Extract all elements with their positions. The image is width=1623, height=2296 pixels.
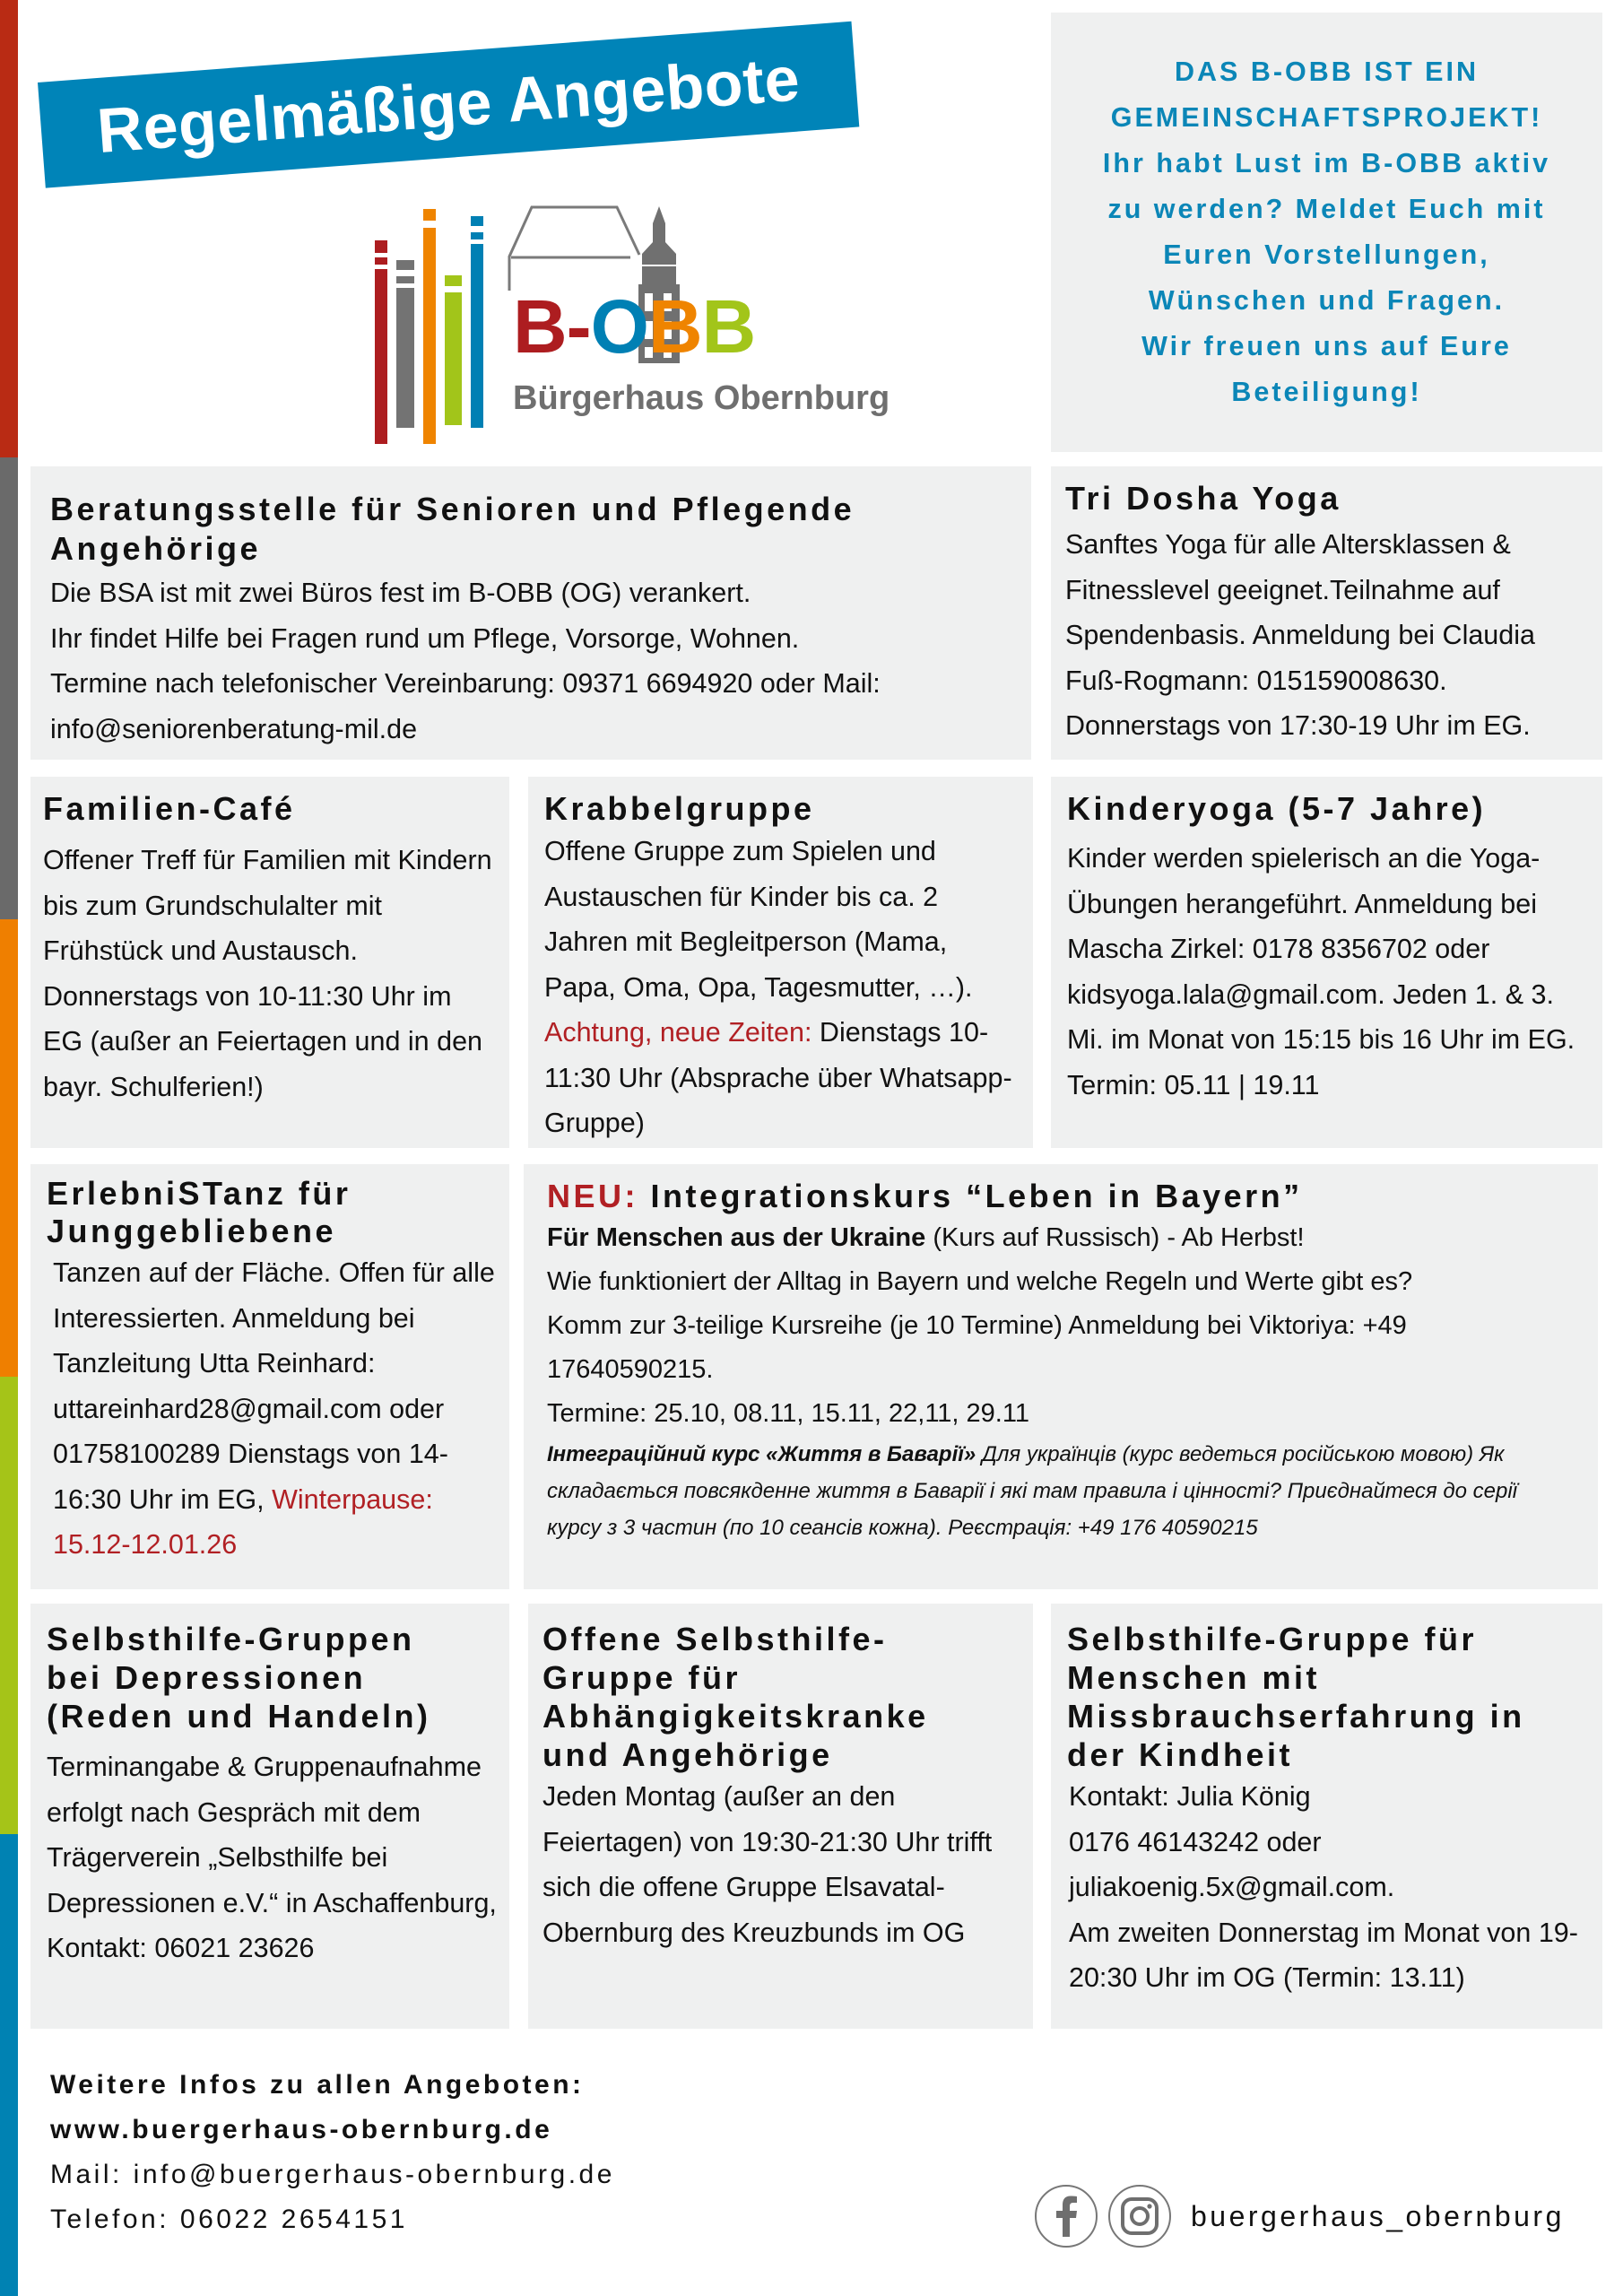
card-line: Ihr findet Hilfe bei Fragen rund um Pflege, Vorsorge, Wohnen. (50, 622, 800, 654)
logo (368, 202, 995, 444)
stripe-gray (0, 457, 18, 919)
card-text: Dienstags 10-11:30 Uhr (Absprache über Whatsapp-Gruppe) (544, 1017, 1012, 1138)
card-body (1067, 1774, 1590, 2001)
card-title: Tri Dosha Yoga (1065, 480, 1341, 517)
page-title: Regelmäßige Angebote (94, 43, 803, 167)
card-erlebnistanz (30, 1164, 509, 1589)
card-body: Kinder werden spielerisch an die Yoga-Übungen herangeführt. Anmeldung bei Mascha Zirkel: 0178 8356702 oder kidsyoga.lala@gmail.com. Jeden 1. & 3. Mi. im Monat von 15:15 bis 16 Uhr im EG. Termin: 05.11 | 19.11 (1067, 843, 1575, 1100)
logo-wordmark-letter: B (648, 284, 702, 369)
card-line: Termine nach telefonischer Vereinbarung: 09371 6694920 oder Mail: (50, 668, 881, 699)
card-selbsthilfe-depressionen (30, 1604, 509, 2029)
card-line: Die BSA ist mit zwei Büros fest im B-OBB (OG) verankert. (50, 578, 751, 608)
card-body: Jeden Montag (außer an den Feiertagen) von 19:30-21:30 Uhr trifft sich die offene Gruppe Elsavatal-Obernburg des Kreuzbunds im OG (542, 1781, 993, 1948)
card-kinderyoga (1051, 777, 1602, 1148)
instagram-icon[interactable] (1108, 2185, 1171, 2248)
phone-number: Telefon: 06022 2654151 (50, 2205, 408, 2234)
card-subtitle-rest: (Kurs auf Russisch) - Ab Herbst! (933, 1223, 1305, 1252)
card-tri-dosha-yoga (1051, 466, 1602, 760)
card-body: Offener Treff für Familien mit Kindern bis zum Grundschulalter mit Frühstück und Austausch. Donnerstags von 10-11:30 Uhr im EG (außer an Feiertagen und in den bayr. Schulferien!) (43, 845, 492, 1102)
card-body: Sanftes Yoga für alle Altersklassen & Fitnesslevel geeignet.Teilnahme auf Spendenbasis. Anmeldung bei Claudia Fuß-Rogmann: 015159008630. Donnerstags von 17:30-19 Uhr im EG. (1065, 529, 1535, 741)
stripe-red (0, 0, 18, 457)
logo-wordmark (513, 286, 755, 367)
card-selbsthilfe-missbrauch (1051, 1604, 1602, 2029)
card-title: Selbsthilfe-Gruppen bei Depressionen (Reden und Handeln) (47, 1621, 431, 1735)
card-text: Tanzen auf der Fläche. Offen für alle Interessierten. Anmeldung bei Tanzleitung Utta Reinhard: uttareinhard28@gmail.com oder 01758100289 Dienstags von 14-16:30 Uhr im EG, (53, 1257, 495, 1515)
card-title: Beratungsstelle für Senioren und Pflegende Angehörige (50, 491, 855, 567)
card-text: Offene Gruppe zum Spielen und Austauschen für Kinder bis ca. 2 Jahren mit Begleitperson (Mama, Papa, Oma, Opa, Tagesmutter, …). (544, 836, 973, 1003)
notice-text: Achtung, neue Zeiten: (544, 1017, 812, 1048)
card-title: Krabbelgruppe (544, 790, 815, 827)
stripe-blue (0, 1834, 18, 2296)
card-body (547, 1216, 1580, 1436)
logo-wordmark-letter: O (590, 284, 648, 369)
logo-wordmark-letter: - (566, 284, 591, 369)
title-banner (38, 22, 859, 188)
logo-wordmark-letter: B (513, 284, 567, 369)
card-title: Offene Selbsthilfe-Gruppe für Abhängigkeitskranke und Angehörige (542, 1621, 929, 1773)
info-line: Wir freuen uns auf Eure (1141, 331, 1512, 361)
card-subtitle: Für Menschen aus der Ukraine (547, 1223, 926, 1252)
card-line: juliakoenig.5x@gmail.com. (1069, 1872, 1395, 1902)
card-body (544, 829, 1020, 1146)
logo-subtitle: Bürgerhaus Obernburg (513, 379, 890, 417)
info-line: Beteiligung! (1231, 377, 1422, 407)
card-title: ErlebniSTanz für Junggebliebene (47, 1175, 352, 1249)
info-line: DAS B-OBB IST EIN (1174, 57, 1480, 87)
ukrainian-title: Інтеграційний курс «Життя в Баварії» (547, 1442, 976, 1466)
info-text (1103, 49, 1550, 415)
card-body (50, 570, 1013, 752)
card-selbsthilfe-abhaengigkeit (528, 1604, 1033, 2029)
footer-heading: Weitere Infos zu allen Angeboten: (50, 2070, 585, 2100)
info-line: Euren Vorstellungen, (1163, 239, 1490, 270)
footer-contact (50, 2063, 615, 2242)
ukrainian-body: Для українців (курс ведеться російською мовою) Як складається повсякденне життя в Баварії і які там правила і цінності? Приєднайтеся до серії курсу з 3 частин (по 10 сеансів кожна). Реєстрація: +49 176 40590215 (547, 1442, 1518, 1540)
stripe-orange (0, 919, 18, 1377)
card-krabbelgruppe (528, 777, 1033, 1148)
logo-wordmark-letter: B (701, 284, 756, 369)
card-line: info@seniorenberatung-mil.de (50, 713, 418, 744)
social-handle[interactable]: buergerhaus_obernburg (1191, 2199, 1565, 2232)
mail-link[interactable]: Mail: info@buergerhaus-obernburg.de (50, 2160, 615, 2189)
card-line: Wie funktioniert der Alltag in Bayern und welche Regeln und Werte gibt es? (547, 1267, 1413, 1296)
social-links (1035, 2185, 1565, 2248)
ukrainian-text (547, 1436, 1569, 1546)
card-familien-cafe (30, 777, 509, 1148)
card-line: Termine: 25.10, 08.11, 15.11, 22,11, 29.11 (547, 1399, 1029, 1428)
info-line: Ihr habt Lust im B-OBB aktiv (1102, 148, 1551, 178)
facebook-icon[interactable] (1035, 2185, 1098, 2248)
card-title: Familien-Café (43, 790, 296, 827)
card-line: 0176 46143242 oder (1069, 1826, 1322, 1857)
stripe-green (0, 1377, 18, 1834)
new-badge: NEU: (547, 1178, 638, 1214)
card-title: Selbsthilfe-Gruppe für Menschen mit Missbrauchserfahrung in der Kindheit (1067, 1621, 1525, 1773)
info-line: GEMEINSCHAFTSPROJEKT! (1110, 102, 1543, 133)
info-line: zu werden? Meldet Euch mit (1107, 194, 1546, 224)
card-body (47, 1250, 497, 1568)
info-line: Wünschen und Fragen. (1148, 285, 1506, 316)
info-box (1051, 13, 1602, 452)
card-title: Kinderyoga (5-7 Jahre) (1067, 790, 1487, 827)
card-line: Am zweiten Donnerstag im Monat von 19-20:30 Uhr im OG (Termin: 13.11) (1069, 1917, 1578, 1993)
website-link[interactable]: www.buergerhaus-obernburg.de (50, 2115, 553, 2144)
card-title (547, 1177, 1580, 1216)
card-integrationskurs (524, 1164, 1598, 1589)
card-title-text: Integrationskurs “Leben in Bayern” (650, 1178, 1303, 1214)
card-beratungsstelle (30, 466, 1031, 760)
card-line: Komm zur 3-teilige Kursreihe (je 10 Termine) Anmeldung bei Viktoriya: +49 17640590215. (547, 1311, 1407, 1384)
notice-text: Winterpause: 15.12-12.01.26 (53, 1483, 433, 1560)
card-body: Terminangabe & Gruppenaufnahme erfolgt nach Gespräch mit dem Trägerverein „Selbsthilfe bei Depressionen e.V.“ in Aschaffenburg, Kontakt: 06021 23626 (47, 1752, 497, 1963)
card-line: Kontakt: Julia König (1069, 1781, 1311, 1812)
